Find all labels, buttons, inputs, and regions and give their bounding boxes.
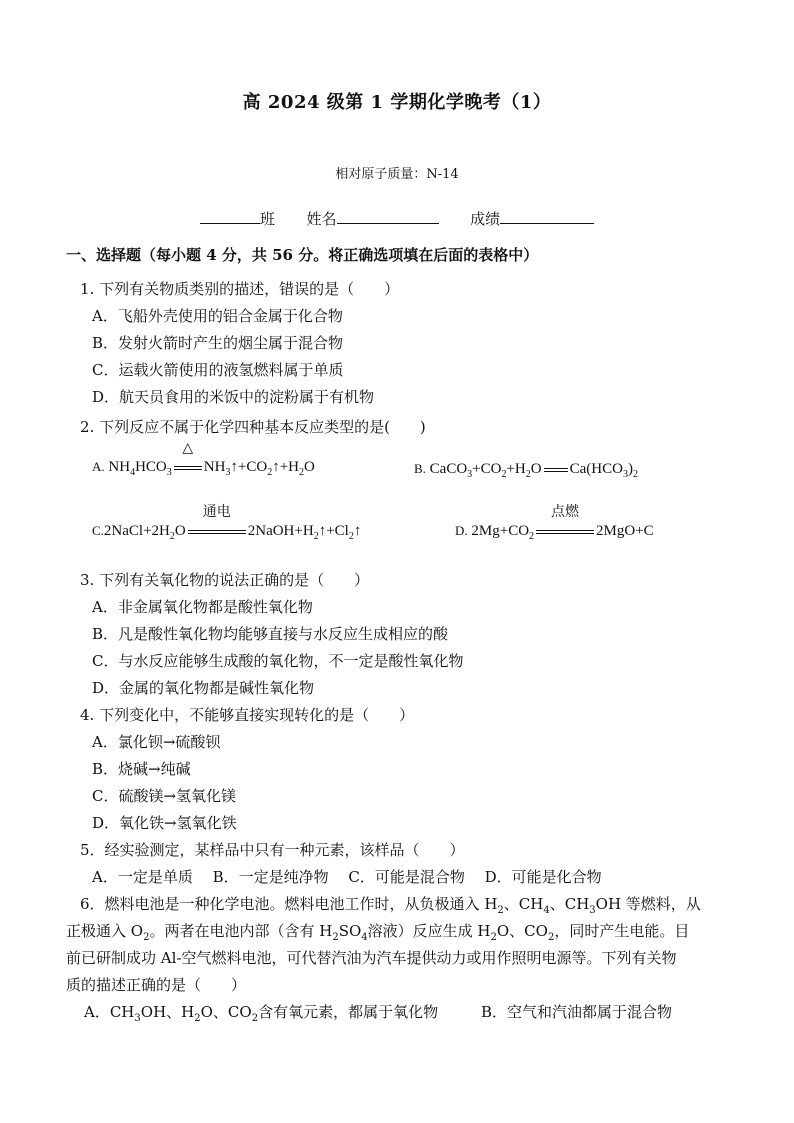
question-1-option-b: B．发射火箭时产生的烟尘属于混合物 bbox=[92, 334, 344, 352]
question-2-option-a: A. $NH_4HCO_3$ △ $NH_3↑+CO_2↑+H_2O$ bbox=[92, 441, 315, 478]
question-3-option-b: B．凡是酸性氧化物均能够直接与水反应生成相应的酸 bbox=[92, 625, 449, 643]
name-label: 姓名 bbox=[306, 210, 337, 228]
option-a-label: A. bbox=[92, 459, 105, 474]
ignite-condition: 点燃 bbox=[551, 505, 580, 520]
question-4-option-c: C．硫酸镁→氢氧化镁 bbox=[92, 787, 237, 805]
question-6-option-a: A．$CH_3OH$、$H_2O$、$CO_2$含有氧元素，都属于氧化物 bbox=[84, 1003, 439, 1024]
question-4-option-b: B．烧碱→纯碱 bbox=[92, 760, 191, 778]
question-3-option-a: A．非金属氧化物都是酸性氧化物 bbox=[92, 598, 313, 616]
question-6-option-b: B．空气和汽油都属于混合物 bbox=[481, 1003, 673, 1021]
name-blank[interactable] bbox=[337, 208, 439, 224]
question-2-option-c: $C.2NaCl+2H_2O$ 通电 $2NaOH+H_2↑+Cl_2↑$ bbox=[92, 505, 362, 542]
student-info-line bbox=[0, 208, 794, 229]
option-d-label: D. bbox=[455, 523, 468, 538]
question-3-option-c: C．与水反应能够生成酸的氧化物，不一定是酸性氧化物 bbox=[92, 652, 464, 670]
question-6-line-2: 正极通入 $O_2$。两者在电池内部（含有 $H_2SO_4$溶液）反应生成 $H_2O$、$CO_2$，同时产生电能。目 bbox=[66, 922, 690, 943]
question-1-option-c: C．运载火箭使用的液氢燃料属于单质 bbox=[92, 361, 344, 379]
question-4-stem: 4. 下列变化中，不能够直接实现转化的是（ ） bbox=[80, 706, 415, 724]
class-blank[interactable] bbox=[200, 208, 260, 224]
option-b-label: B. bbox=[414, 461, 426, 476]
question-1-option-a: A．飞船外壳使用的铝合金属于化合物 bbox=[92, 307, 343, 325]
question-6-line-1: 6．燃料电池是一种化学电池。燃料电池工作时，从负极通入 $H_2$、$CH_4$、$CH_3OH$ 等燃料，从 bbox=[80, 895, 701, 916]
question-5-stem: 5．经实验测定，某样品中只有一种元素，该样品（ ） bbox=[80, 841, 465, 859]
question-2-option-d: D. $2Mg+CO_2$ 点燃 2MgO+C bbox=[455, 505, 654, 542]
question-2-option-b: B. $CaCO_3+CO_2+H_2O$ $Ca(HCO_3)_2$ bbox=[414, 461, 638, 480]
class-label: 班 bbox=[259, 210, 275, 228]
question-4-option-a: A．氯化钡→硫酸钡 bbox=[92, 733, 221, 751]
question-2-stem: 2. 下列反应不属于化学四种基本反应类型的是( ) bbox=[80, 418, 426, 436]
question-1-option-d: D．航天员食用的米饭中的淀粉属于有机物 bbox=[92, 388, 375, 406]
atomic-masses: 相对原子质量：N-14 bbox=[335, 167, 459, 182]
section-heading: 一、选择题（每小题 4 分，共 56 分。将正确选项填在后面的表格中） bbox=[66, 246, 539, 264]
question-6-line-4: 质的描述正确的是（ ） bbox=[66, 976, 247, 994]
score-blank[interactable] bbox=[500, 208, 594, 224]
question-3-stem: 3. 下列有关氧化物的说法正确的是（ ） bbox=[80, 571, 370, 589]
question-6-line-3: 前已研制成功 Al-空气燃料电池，可代替汽油为汽车提供动力或用作照明电源等。下列有关物 bbox=[66, 949, 677, 967]
option-c-label: C. bbox=[92, 523, 104, 538]
question-1-stem: 1. 下列有关物质类别的描述，错误的是（ ） bbox=[80, 280, 400, 298]
question-5-options: A．一定是单质 B．一定是纯净物 C．可能是混合物 D．可能是化合物 bbox=[92, 868, 602, 886]
score-label: 成绩 bbox=[470, 210, 501, 228]
question-4-option-d: D．氧化铁→氢氧化铁 bbox=[92, 814, 237, 832]
electrolysis-condition: 通电 bbox=[202, 505, 231, 520]
question-3-option-d: D．金属的氧化物都是碱性氧化物 bbox=[92, 679, 315, 697]
heat-condition: △ bbox=[182, 441, 194, 456]
page-title: 高 2024 级第 1 学期化学晚考（1） bbox=[242, 92, 552, 113]
